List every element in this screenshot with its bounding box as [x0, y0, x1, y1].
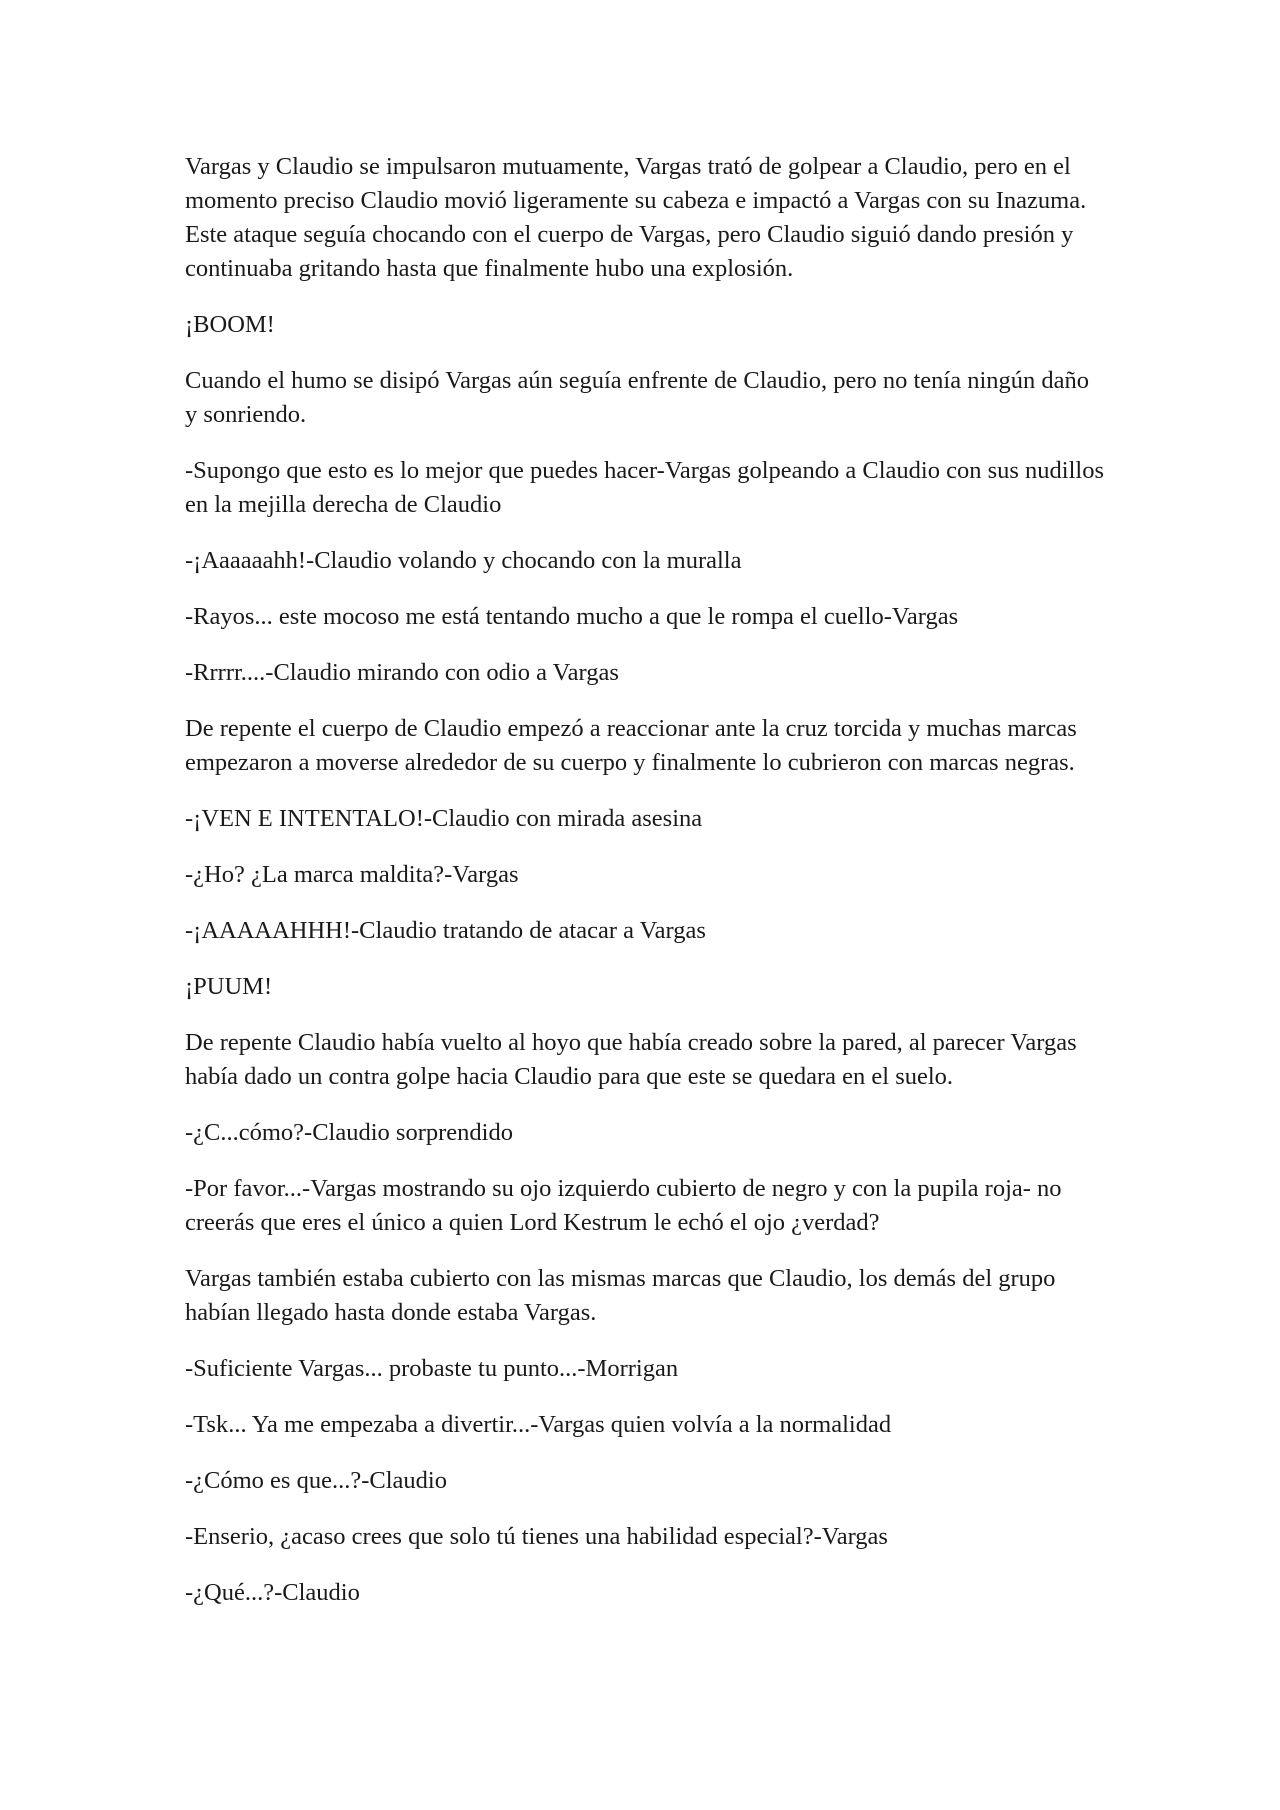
paragraph: -Suficiente Vargas... probaste tu punto...-Morrigan: [185, 1355, 679, 1382]
paragraph: -Rayos... este mocoso me está tentando mucho a que le rompa el cuello-Vargas: [185, 603, 959, 630]
paragraph: Vargas y Claudio se impulsaron mutuamente, Vargas trató de golpear a Claudio, pero en el momento preciso Claudio movió ligeramente su cabeza e impactó a Vargas con su Inazuma. Este ataque seguía chocando con el cuerpo de Vargas, pero Claudio siguió dando presión y continuaba gritando hasta que finalmente hubo una explosión.: [185, 153, 1087, 282]
paragraph: -Tsk... Ya me empezaba a divertir...-Vargas quien volvía a la normalidad: [185, 1411, 892, 1438]
paragraph: -Supongo que esto es lo mejor que puedes hacer-Vargas golpeando a Claudio con sus nudillos en la mejilla derecha de Claudio: [185, 457, 1104, 518]
paragraph: -Rrrrr....-Claudio mirando con odio a Vargas: [185, 659, 619, 686]
document-body: [185, 150, 1105, 1632]
paragraph: -Enserio, ¿acaso crees que solo tú tienes una habilidad especial?-Vargas: [185, 1523, 888, 1550]
paragraph: ¡BOOM!: [185, 311, 275, 338]
paragraph: Cuando el humo se disipó Vargas aún seguía enfrente de Claudio, pero no tenía ningún daño y sonriendo.: [185, 367, 1090, 428]
paragraph: -Por favor...-Vargas mostrando su ojo izquierdo cubierto de negro y con la pupila roja- no creerás que eres el único a quien Lord Kestrum le echó el ojo ¿verdad?: [185, 1175, 1062, 1236]
paragraph: -¡AAAAAHHH!-Claudio tratando de atacar a Vargas: [185, 917, 706, 944]
paragraph: De repente el cuerpo de Claudio empezó a reaccionar ante la cruz torcida y muchas marcas empezaron a moverse alrededor de su cuerpo y finalmente lo cubrieron con marcas negras.: [185, 715, 1077, 776]
paragraph: Vargas también estaba cubierto con las mismas marcas que Claudio, los demás del grupo habían llegado hasta donde estaba Vargas.: [185, 1265, 1056, 1326]
paragraph: ¡PUUM!: [185, 973, 273, 1000]
paragraph: -¡VEN E INTENTALO!-Claudio con mirada asesina: [185, 805, 703, 832]
paragraph: De repente Claudio había vuelto al hoyo que había creado sobre la pared, al parecer Vargas había dado un contra golpe hacia Claudio para que este se quedara en el suelo.: [185, 1029, 1077, 1090]
paragraph: -¿C...cómo?-Claudio sorprendido: [185, 1119, 513, 1146]
paragraph: -¿Cómo es que...?-Claudio: [185, 1467, 447, 1494]
paragraph: -¿Ho? ¿La marca maldita?-Vargas: [185, 861, 519, 888]
paragraph: -¡Aaaaaahh!-Claudio volando y chocando con la muralla: [185, 547, 742, 574]
paragraph: -¿Qué...?-Claudio: [185, 1579, 360, 1606]
